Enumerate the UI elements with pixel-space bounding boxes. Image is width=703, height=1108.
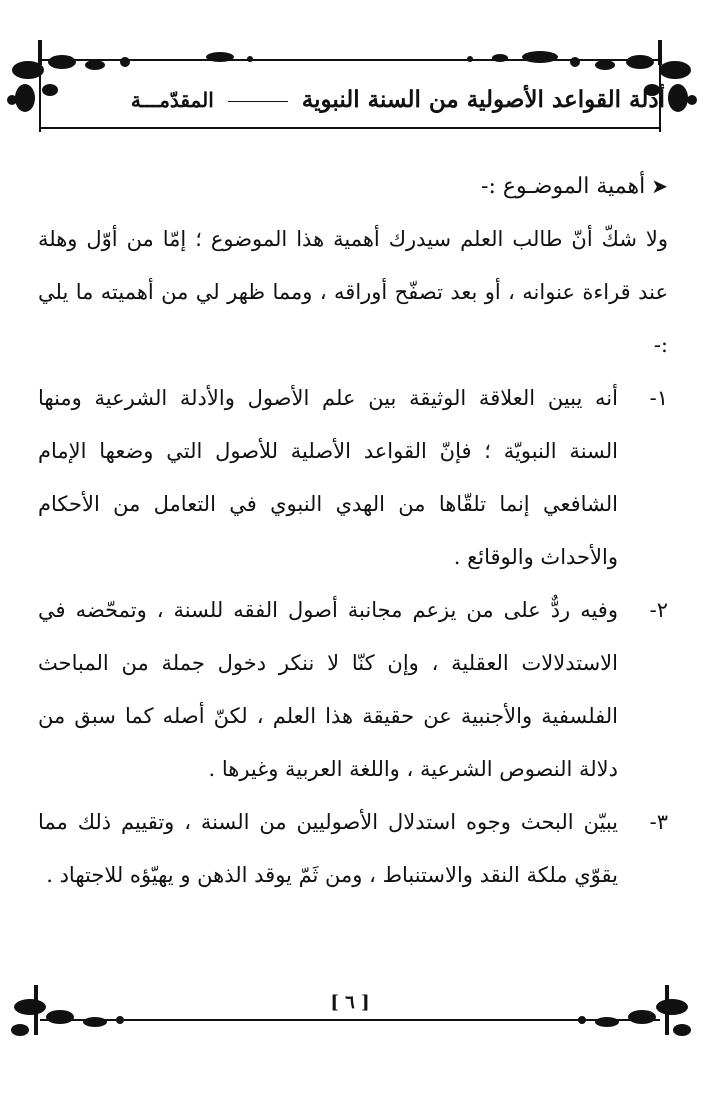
page-number: [ ٦ ] bbox=[330, 992, 370, 1013]
running-header bbox=[85, 86, 665, 126]
list-item bbox=[38, 796, 668, 902]
list-item-number: ٣- bbox=[649, 810, 668, 834]
list-item-text: أنه يبين العلاقة الوثيقة بين علم الأصول والأدلة الشرعية ومنها السنة النبويّة ؛ فإنّ القواعد الأصلية للأصول التي وضعها الإمام الشافعي إنما تلقّاها من الهدي النبوي في التعامل من الأحكام والأحداث والوقائع . bbox=[38, 386, 618, 569]
list-item-text: يبيّن البحث وجوه استدلال الأصوليين من السنة ، وتقييم ذلك مما يقوّي ملكة النقد والاستنباط ، ومن ثَمّ يوقد الذهن و يهيّؤه للاجتهاد . bbox=[38, 810, 618, 887]
heading-text: أهمية الموضـوع :- bbox=[481, 174, 646, 199]
arrow-bullet-icon: ➤ bbox=[651, 174, 668, 198]
header-divider bbox=[228, 101, 288, 102]
section-heading bbox=[38, 160, 668, 213]
intro-paragraph: ولا شكّ أنّ طالب العلم سيدرك أهمية هذا الموضوع ؛ إمّا من أوّل وهلة عند قراءة عنوانه ، أو بعد تصفّح أوراقه ، ومما ظهر لي من أهميته ما يلي :- bbox=[38, 227, 668, 357]
list-item bbox=[38, 584, 668, 796]
list-item-number: ٢- bbox=[649, 598, 668, 622]
list-item-number: ١- bbox=[649, 386, 668, 410]
list-item-text: وفيه ردٌّ على من يزعم مجانبة أصول الفقه للسنة ، وتمحّضه في الاستدلالات العقلية ، وإن كنّا لا ننكر دخول جملة من المباحث الفلسفية والأجنبية عن حقيقة هذا العلم ، لكنّ أصله كما سبق من دلالة النصوص الشرعية ، واللغة العربية وغيرها . bbox=[38, 598, 618, 781]
page-body bbox=[38, 160, 668, 902]
list-item bbox=[38, 372, 668, 584]
section-title: المقدّمـــة bbox=[130, 88, 214, 112]
footer-ornament bbox=[0, 975, 703, 1055]
book-title: أدلة القواعد الأصولية من السنة النبوية bbox=[301, 86, 665, 113]
